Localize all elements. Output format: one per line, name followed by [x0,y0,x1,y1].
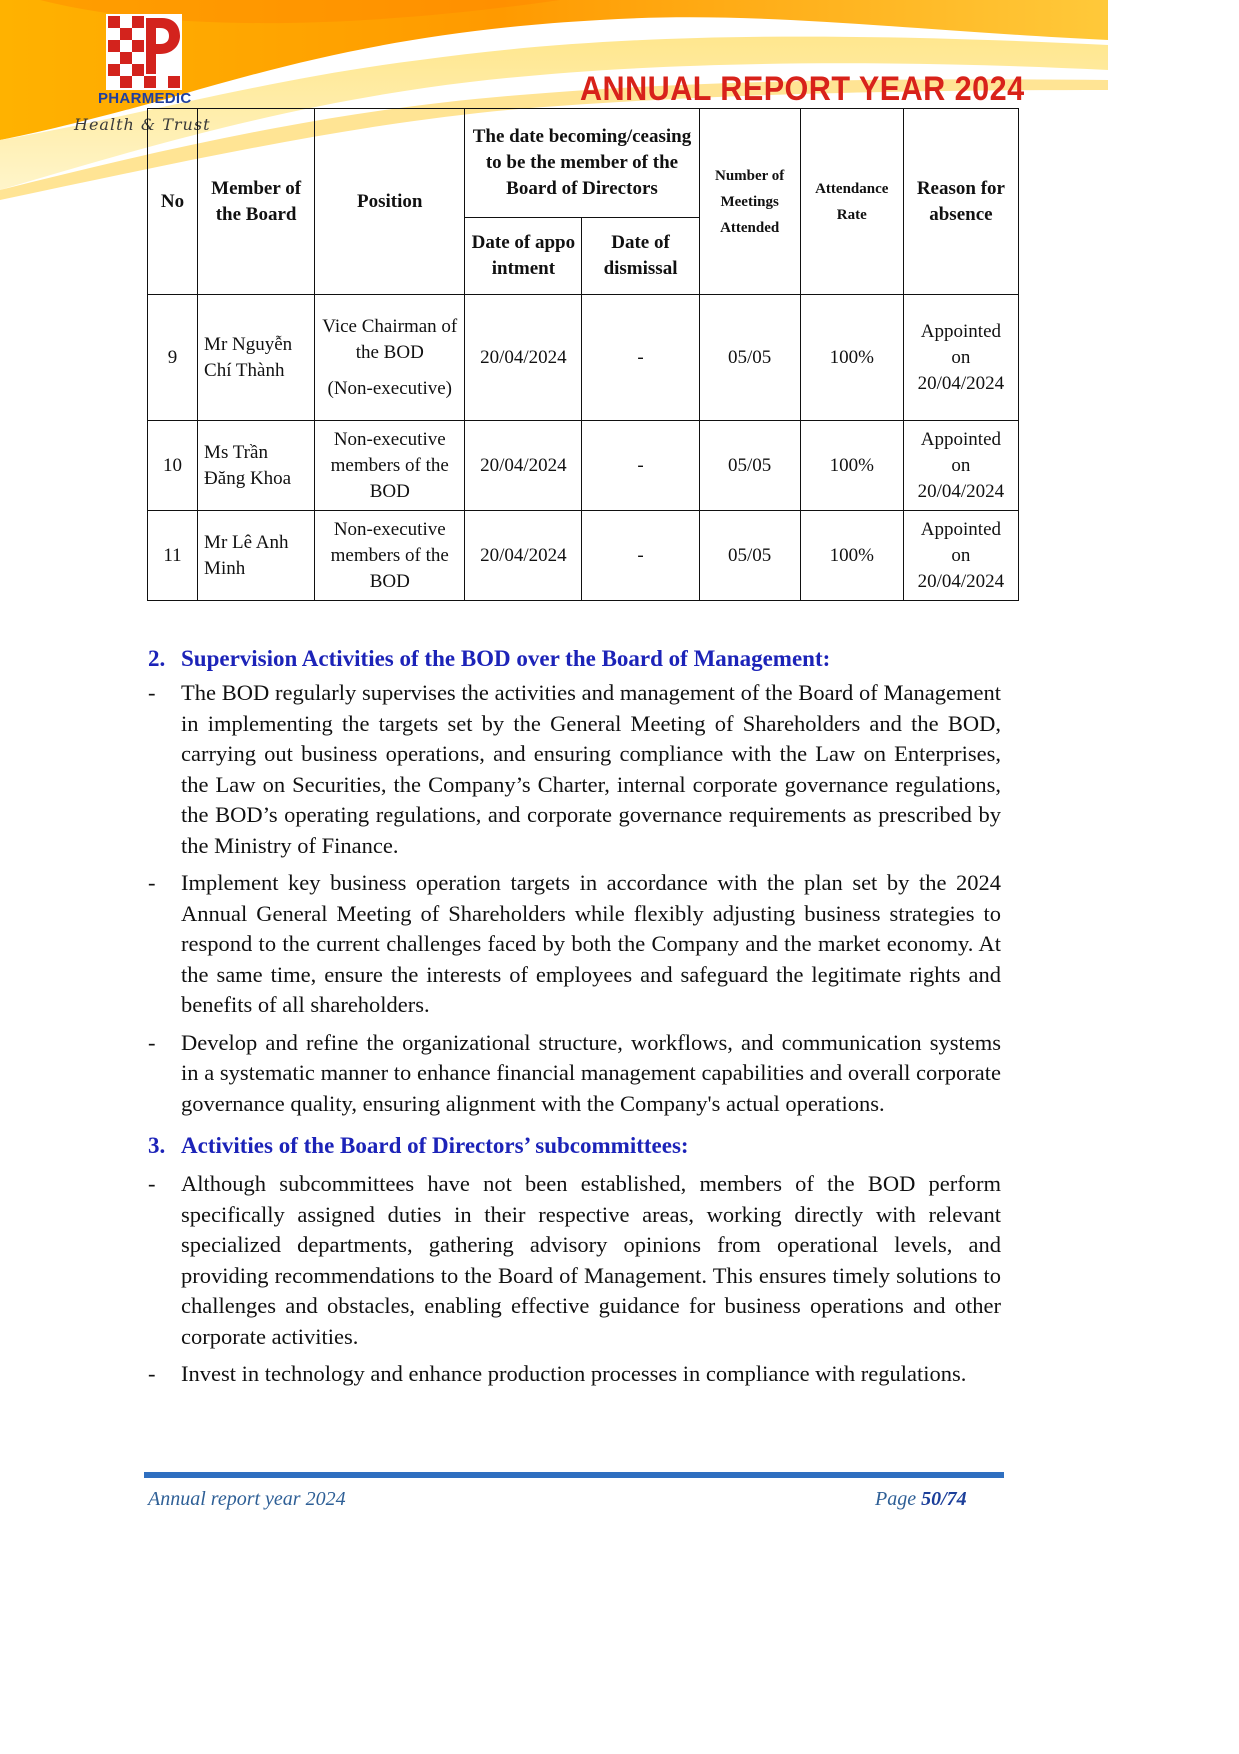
page-value: 50/74 [921,1488,967,1510]
report-title: ANNUAL REPORT YEAR 2024 [580,70,1025,108]
header-attendance: Attendance Rate [800,109,903,295]
list-item-text: Develop and refine the organizational structure, workflows, and communication systems in a systematic manner to enhance financial management capabilities and overall corporate governance quality, ensuring alignment with the Company's actual operations. [181,1029,1001,1116]
section-number: 2. [148,646,166,671]
page-label: Page [875,1488,917,1510]
section-title: Supervision Activities of the BOD over the Board of Management: [181,646,831,671]
list-item: - Implement key business operation targets in accordance with the plan set by the 2024 Annual General Meeting of Shareholders while flexibly adjusting business strategies to respond to the current challenges faced by both the Company and the market economy. At the same time, ensure the interests of employees and safeguard the legitimate rights and benefits of all shareholders. [148,868,1001,1021]
list-item: - Invest in technology and enhance production processes in compliance with regulations. [148,1359,1001,1390]
brand-tagline: Health & Trust [74,115,211,134]
cell-rate: 100% [800,295,903,421]
cell-member: Ms Trần Đăng Khoa [198,421,315,511]
pharmedic-logo [106,14,182,90]
cell-meetings: 05/05 [699,511,800,601]
bod-members-table [147,108,1019,601]
brand-name: PHARMEDIC [98,90,192,107]
report-body [148,644,1001,1397]
table-row [148,295,1019,421]
header-date-dismissal: Date of dismissal [582,218,699,295]
cell-appointment: 20/04/2024 [465,511,582,601]
cell-dismissal: - [582,421,699,511]
footer-report-name: Annual report year 2024 [148,1488,346,1510]
cell-no: 9 [148,295,198,421]
header-meetings: Number of Meetings Attended [699,109,800,295]
list-item-text: The BOD regularly supervises the activities and management of the Board of Management in implementing the targets set by the General Meeting of Shareholders and the BOD, carrying out business operations, and ensuring compliance with the Law on Enterprises, the Law on Securities, the Company’s Charter, internal corporate governance regulations, the BOD’s operating regulations, and corporate governance requirements as prescribed by the Ministry of Finance. [181,680,1001,858]
cell-rate: 100% [800,511,903,601]
position-text: Vice Chairman of the BOD [322,315,458,363]
cell-position: Non-executive members of the BOD [315,421,465,511]
cell-member: Mr Nguyễn Chí Thành [198,295,315,421]
header-reason: Reason for absence [903,109,1018,295]
cell-dismissal: - [582,511,699,601]
list-item-text: Invest in technology and enhance production processes in compliance with regulations. [181,1361,967,1386]
table-row [148,421,1019,511]
section-title: Activities of the Board of Directors’ subcommittees: [181,1133,689,1158]
cell-reason: Appointed on 20/04/2024 [903,421,1018,511]
cell-position: Non-executive members of the BOD [315,511,465,601]
section-heading-supervision [148,644,1001,674]
cell-reason: Appointed on 20/04/2024 [903,295,1018,421]
cell-reason: Appointed on 20/04/2024 [903,511,1018,601]
cell-meetings: 05/05 [699,295,800,421]
page-number [875,1488,967,1511]
list-item: - Develop and refine the organizational structure, workflows, and communication systems in a systematic manner to enhance financial management capabilities and overall corporate governance quality, ensuring alignment with the Company's actual operations. [148,1028,1001,1120]
cell-member: Mr Lê Anh Minh [198,511,315,601]
list-item-text: Although subcommittees have not been established, members of the BOD perform specifically assigned duties in their respective areas, working directly with relevant specialized departments, gathering advisory opinions from operational levels, and providing recommendations to the Board of Management. This ensures timely solutions to challenges and obstacles, enabling effective guidance for business operations and other corporate activities. [181,1171,1001,1349]
position-note: (Non-executive) [327,377,452,399]
header-member: Member of the Board [198,109,315,295]
list-item: - Although subcommittees have not been established, members of the BOD perform specifically assigned duties in their respective areas, working directly with relevant specialized departments, gathering advisory opinions from operational levels, and providing recommendations to the Board of Management. This ensures timely solutions to challenges and obstacles, enabling effective guidance for business operations and other corporate activities. [148,1169,1001,1352]
footer-rule [144,1472,1004,1478]
header-no: No [148,109,198,295]
section-number: 3. [148,1133,166,1158]
header-date-appointment: Date of appointment [465,218,582,295]
table-header-row [148,109,1019,218]
list-item-text: Implement key business operation targets in accordance with the plan set by the 2024 Annual General Meeting of Shareholders while flexibly adjusting business strategies to respond to the current challenges faced by both the Company and the market economy. At the same time, ensure the interests of employees and safeguard the legitimate rights and benefits of all shareholders. [181,870,1001,1017]
header-date-group: The date becoming/ceasing to be the member of the Board of Directors [465,109,699,218]
cell-no: 11 [148,511,198,601]
table-row [148,511,1019,601]
list-item: - The BOD regularly supervises the activities and management of the Board of Management in implementing the targets set by the General Meeting of Shareholders and the BOD, carrying out business operations, and ensuring compliance with the Law on Enterprises, the Law on Securities, the Company’s Charter, internal corporate governance regulations, the BOD’s operating regulations, and corporate governance requirements as prescribed by the Ministry of Finance. [148,678,1001,861]
cell-rate: 100% [800,421,903,511]
cell-no: 10 [148,421,198,511]
cell-position [315,295,465,421]
cell-appointment: 20/04/2024 [465,421,582,511]
cell-appointment: 20/04/2024 [465,295,582,421]
cell-dismissal: - [582,295,699,421]
section-heading-subcommittees [148,1131,1001,1161]
header-position: Position [315,109,465,295]
cell-meetings: 05/05 [699,421,800,511]
